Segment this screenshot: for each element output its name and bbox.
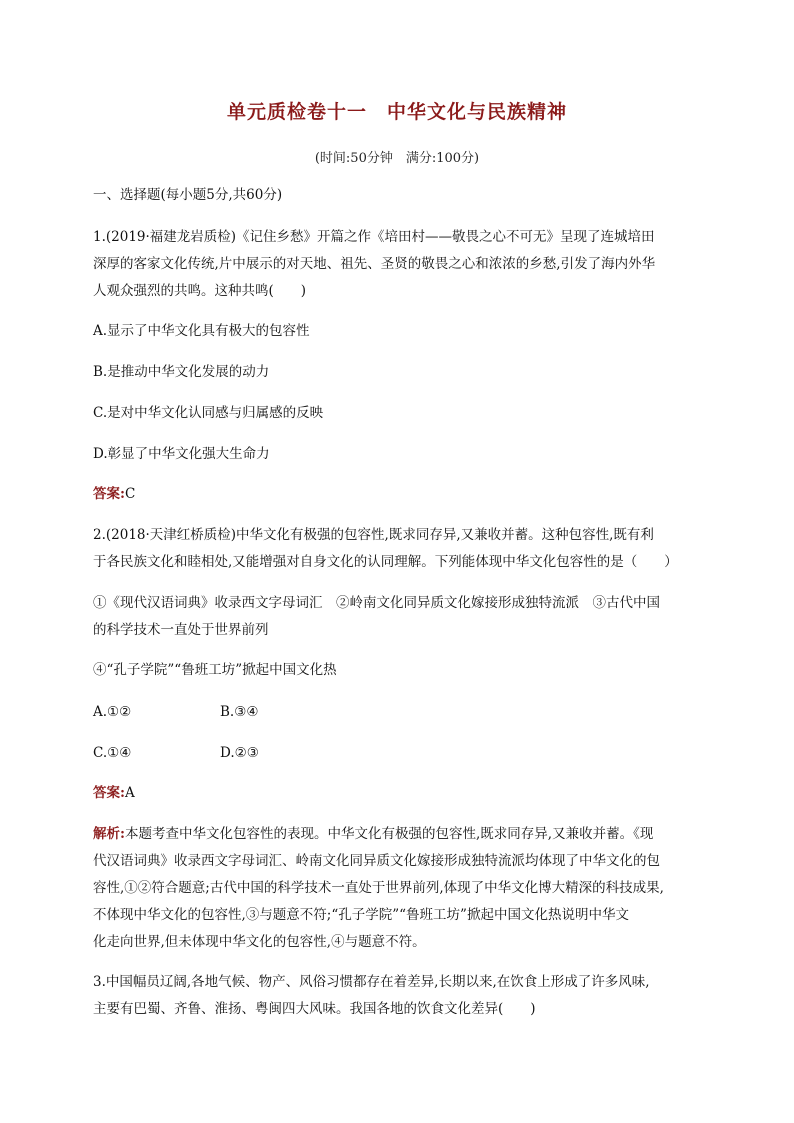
q2-explanation-line-4: 不体现中华文化的包容性,③与题意不符;“孔子学院”“鲁班工坊”掀起中国文化热说明中华文 (93, 907, 629, 923)
q1-answer (93, 485, 713, 503)
q2-explanation-line-1 (93, 825, 713, 843)
q2-explanation-line-5: 化走向世界,但未体现中华文化的包容性,④与题意不符。 (93, 934, 426, 950)
q1-option-d: D.彰显了中华文化强大生命力 (93, 446, 270, 462)
answer-label: 答案: (93, 486, 125, 502)
q2-options-row-1 (93, 703, 713, 721)
q1-option-b: B.是推动中华文化发展的动力 (93, 364, 270, 380)
page-title: 单元质检卷十一 中华文化与民族精神 (226, 101, 567, 123)
q2-statement-2: 的科学技术一直处于世界前列 (93, 622, 269, 638)
q2-line-2: 于各民族文化和睦相处,又能增强对自身文化的认同理解。下列能体现中华文化包容性的是（ ） (93, 554, 678, 570)
q1-line-1: 1.(2019·福建龙岩质检)《记住乡愁》开篇之作《培田村——敬畏之心不可无》呈现了连城培田 (93, 229, 655, 245)
q3-line-1: 3.中国幅员辽阔,各地气候、物产、风俗习惯都存在着差异,长期以来,在饮食上形成了许多风味, (93, 974, 650, 990)
explanation-label: 解析: (93, 826, 125, 842)
q2-options-row-2 (93, 744, 713, 762)
answer-label: 答案: (93, 785, 125, 801)
q3-line-2: 主要有巴蜀、齐鲁、淮扬、粤闽四大风味。我国各地的饮食文化差异( ) (93, 1001, 536, 1017)
answer-value: A (124, 785, 135, 801)
q2-option-c: C.①④ (93, 745, 132, 761)
q2-explanation-line-3: 容性,①②符合题意;古代中国的科学技术一直处于世界前列,体现了中华文化博大精深的科技成果, (93, 880, 664, 896)
explanation-text: 本题考查中华文化包容性的表现。中华文化有极强的包容性,既求同存异,又兼收并蓄。《现 (124, 826, 654, 842)
q1-line-2: 深厚的客家文化传统,片中展示的对天地、祖先、圣贤的敬畏之心和浓浓的乡愁,引发了海内外华 (93, 256, 656, 272)
q2-option-a: A.①② (93, 704, 132, 720)
q1-line-3: 人观众强烈的共鸣。这种共鸣( ) (93, 283, 307, 299)
q1-option-a: A.显示了中华文化具有极大的包容性 (93, 323, 310, 339)
answer-value: C (124, 486, 136, 502)
q2-option-d: D.②③ (220, 745, 259, 761)
q2-explanation-line-2: 代汉语词典》收录西文字母词汇、岭南文化同异质文化嫁接形成独特流派均体现了中华文化的包 (93, 853, 660, 869)
q2-statement-3: ④“孔子学院”“鲁班工坊”掀起中国文化热 (93, 662, 337, 678)
q1-option-c: C.是对中华文化认同感与归属感的反映 (93, 405, 324, 421)
exam-time-score: (时间:50分钟 满分:100分) (314, 151, 480, 166)
q2-option-b: B.③④ (220, 704, 259, 720)
q2-statement-1: ①《现代汉语词典》收录西文字母词汇 ②岭南文化同异质文化嫁接形成独特流派 ③古代中国 (93, 595, 660, 611)
q2-line-1: 2.(2018·天津红桥质检)中华文化有极强的包容性,既求同存异,又兼收并蓄。这种包容性,既有利 (93, 527, 654, 543)
q2-answer (93, 784, 713, 802)
section-heading: 一、选择题(每小题5分,共60分) (93, 187, 283, 203)
